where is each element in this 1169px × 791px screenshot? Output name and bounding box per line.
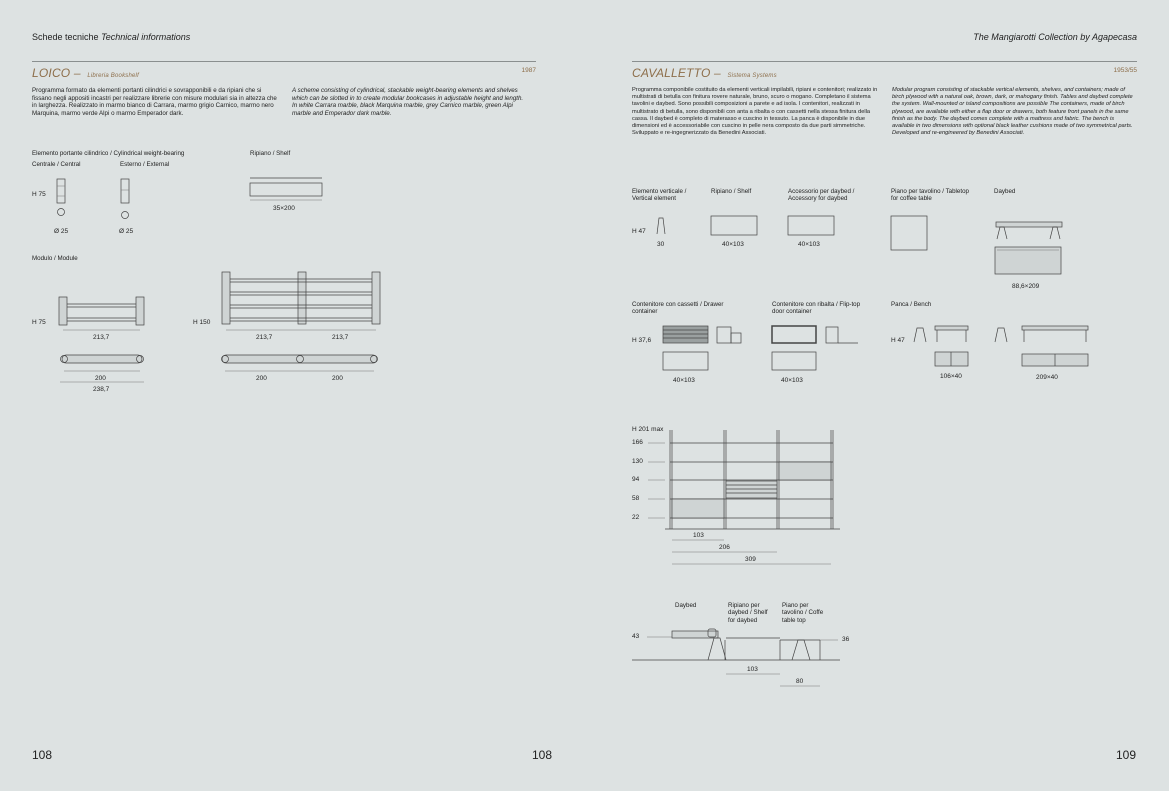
cav-e103: 103 bbox=[747, 666, 758, 673]
cav-daybed-label: Daybed bbox=[994, 188, 1016, 195]
cav-w309: 309 bbox=[745, 556, 756, 563]
loico-external-label: Esterno / External bbox=[120, 161, 170, 168]
cav-b106: 106×40 bbox=[940, 373, 962, 380]
loico-element-label: Elemento portante cilindrico / Cylindrical weight-bearing bbox=[32, 150, 185, 157]
cav-hmax: H 201 max bbox=[632, 426, 664, 433]
cavalletto-dash: – bbox=[714, 66, 721, 80]
page-number-left: 108 bbox=[32, 748, 53, 762]
loico-m2: 213,7 bbox=[256, 334, 273, 341]
cav-daybed-dim: 88,6×209 bbox=[1012, 283, 1040, 290]
cav-e43: 43 bbox=[632, 633, 640, 640]
cav-e-shelf: Ripiano per daybed / Shelf for daybed bbox=[728, 602, 768, 624]
cav-e-trestle-1 bbox=[708, 638, 726, 660]
cavalletto-text-en: Modular program consisting of stackable vertical elements, shelves, and containers; made of birch plywood with a natural oak, brown, dark, or mahogany finish. Tables and daybed complete the system. Wall-mounted or island compositions are possible The containers, made of birch plywood, are available with either a flap door or drawers, both feature front panels in the same finish as the body. The daybed comes complete with a mattress and fabric. The bench is available in two dimensions with optional black leather cushions made of two symmetrical parts. Developed and re-engineered by Benedini Associati. bbox=[892, 87, 1133, 137]
cav-y22: 22 bbox=[632, 514, 640, 521]
loico-module-label: Modulo / Module bbox=[32, 255, 78, 262]
page-number-center: 108 bbox=[532, 748, 553, 762]
cav-flip-label: Contenitore con ribalta / Flip-top door container bbox=[772, 301, 861, 316]
page-number-right: 109 bbox=[1116, 748, 1137, 762]
cav-v30: 30 bbox=[657, 241, 665, 248]
cav-y58: 58 bbox=[632, 495, 640, 502]
loico-h75b: H 75 bbox=[32, 319, 46, 326]
loico-subtitle: Libreria Bookshelf bbox=[87, 73, 139, 79]
cav-e-top: Piano per tavolino / Coffe table top bbox=[782, 602, 824, 624]
cavalletto-year: 1953/55 bbox=[1113, 67, 1137, 74]
cavalletto-subtitle: Sistema Systems bbox=[727, 73, 777, 79]
cav-e-daybed: Daybed bbox=[675, 602, 697, 609]
cavalletto-title: CAVALLETTO bbox=[632, 66, 711, 80]
loico-text-en: A scheme consisting of cylindrical, stackable weight-bearing elements and shelves which can be slotted in to create modular bookcases in adjustable height and length. In white Carrara marble, black Marquina marble, grey Carnico marble, green Alpi marble and Emperador dark marble. bbox=[292, 87, 524, 118]
cav-y166: 166 bbox=[632, 439, 643, 446]
loico-b200b: 200 bbox=[256, 375, 267, 382]
cav-h47b: H 47 bbox=[891, 337, 905, 344]
loico-central-label: Centrale / Central bbox=[32, 161, 81, 168]
loico-year: 1987 bbox=[521, 67, 536, 74]
cav-e-trestle-2 bbox=[792, 640, 810, 660]
cav-b209: 209×40 bbox=[1036, 374, 1058, 381]
cav-w206: 206 bbox=[719, 544, 730, 551]
loico-dash: – bbox=[73, 66, 81, 80]
cav-e80: 80 bbox=[796, 678, 804, 685]
cav-e36: 36 bbox=[842, 636, 850, 643]
cav-h376: H 37,6 bbox=[632, 337, 652, 344]
loico-m1: 213,7 bbox=[93, 334, 110, 341]
cav-s40b: 40×103 bbox=[798, 241, 820, 248]
header-left-italic: Technical informations bbox=[101, 32, 191, 42]
cav-y130: 130 bbox=[632, 458, 643, 465]
cav-bench-label: Panca / Bench bbox=[891, 301, 932, 308]
cav-s40a: 40×103 bbox=[722, 241, 744, 248]
header-right: The Mangiarotti Collection by Agapecasa bbox=[973, 32, 1137, 42]
loico-text-it: Programma formato da elementi portanti cilindrici e sovrapponibili e da ripiani che si fissano negli appositi incastri per realizzare librerie con misure modulari sia in altezza che in larghezza. Realizzato in marmo bianco di Carrara, marmo grigio Carnico, marmo nero Marquina, marmo verde Alpi o marmo Emperador dark. bbox=[32, 87, 277, 118]
loico-d25b: Ø 25 bbox=[119, 228, 134, 235]
cav-c40b: 40×103 bbox=[781, 377, 803, 384]
cav-w103: 103 bbox=[693, 532, 704, 539]
loico-title: LOICO bbox=[32, 66, 71, 80]
loico-h75: H 75 bbox=[32, 191, 46, 198]
loico-shelf-label: Ripiano / Shelf bbox=[250, 150, 291, 157]
loico-h150: H 150 bbox=[193, 319, 211, 326]
loico-b238: 238,7 bbox=[93, 386, 110, 393]
cav-vertical-label: Elemento verticale / Vertical element bbox=[632, 188, 687, 203]
cav-accessory-label: Accessorio per daybed / Accessory for daybed bbox=[788, 188, 855, 203]
cav-y94: 94 bbox=[632, 476, 640, 483]
cavalletto-text-it: Programma componibile costituito da elementi verticali impilabili, ripiani e contenitori; realizzato in multistrati di betulla con finitura rovere naturale, bruno, scuro o mogano. Completano il sistema tavolini e daybed. Sono possibili composizioni a parete e ad isola. I contenitori, realizzati in multistrato di betulla, sono disponibili con anta a ribalta o con cassetti nella stessa finitura della cassa. Il daybed è completo di materasso e cuscino in tessuto. La panca è disponibile in due dimensioni ed è accessoriabile con cuscino in pelle nera composto da due parti simmetriche. Sviluppato e re-ingegnerizzato da Benedini Associati. bbox=[632, 87, 878, 137]
loico-d25a: Ø 25 bbox=[54, 228, 69, 235]
header-left-regular: Schede tecniche bbox=[32, 32, 99, 42]
loico-shelf-dim: 35×200 bbox=[273, 205, 295, 212]
cav-h47: H 47 bbox=[632, 228, 646, 235]
cav-drawer-label: Contenitore con cassetti / Drawer container bbox=[632, 301, 724, 316]
loico-m3: 213,7 bbox=[332, 334, 349, 341]
loico-b200c: 200 bbox=[332, 375, 343, 382]
cav-tabletop-label: Piano per tavolino / Tabletop for coffee table bbox=[891, 188, 969, 203]
cav-c40a: 40×103 bbox=[673, 377, 695, 384]
loico-b200a: 200 bbox=[95, 375, 106, 382]
cav-shelf-label: Ripiano / Shelf bbox=[711, 188, 752, 195]
